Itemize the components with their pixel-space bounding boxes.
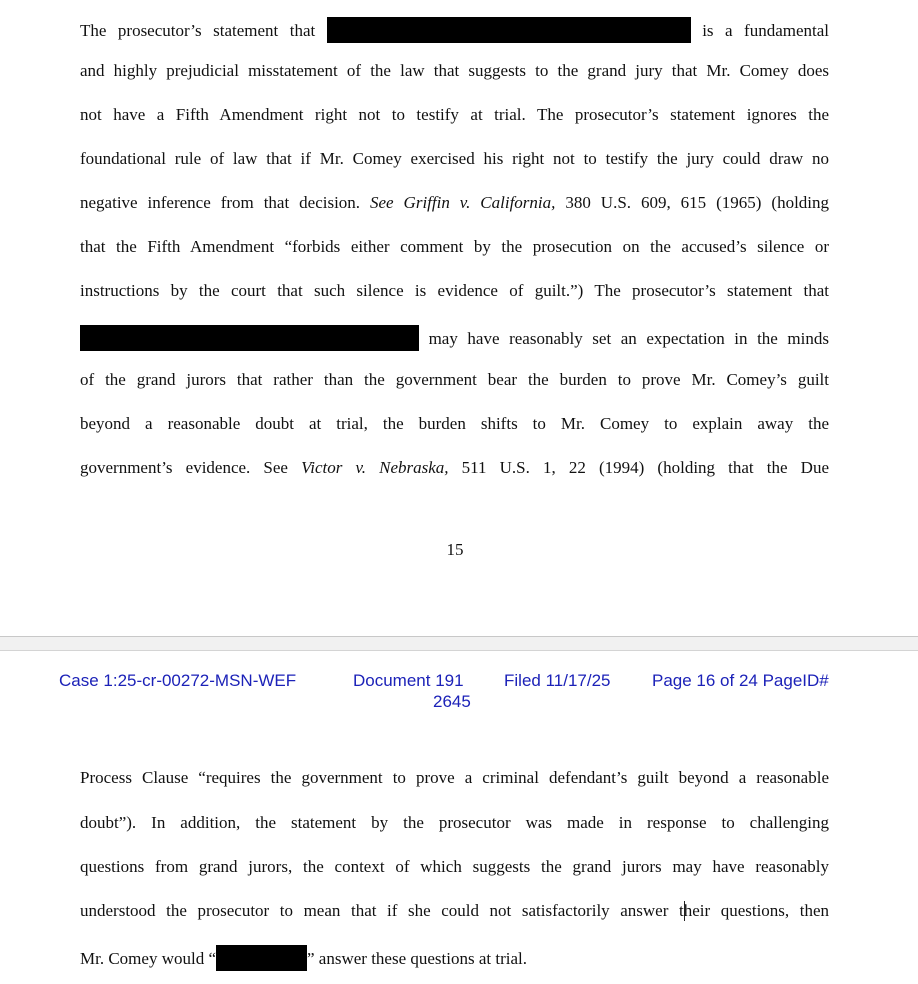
- text-line: that the Fifth Amendment “forbids either comment by the prosecution on the accused’s silence or: [80, 237, 829, 256]
- text-line: The prosecutor’s statement that is a fundamental: [80, 17, 829, 43]
- text-line: understood the prosecutor to mean that if she could not satisfactorily answer their questions, then: [80, 901, 830, 920]
- redaction-block: [216, 945, 307, 971]
- text-line: and highly prejudicial misstatement of the law that suggests to the grand jury that Mr. Comey does: [80, 61, 829, 80]
- text-line: Process Clause “requires the government to prove a criminal defendant’s guilt beyond a reasonable: [80, 768, 829, 787]
- text-line: Mr. Comey would “ ” answer these questions at trial.: [80, 945, 829, 971]
- case-citation: See Griffin v. California,: [370, 193, 556, 212]
- text-line: instructions by the court that such silence is evidence of guilt.”) The prosecutor’s statement that: [80, 281, 829, 300]
- redaction-block: [80, 325, 419, 351]
- text-line: questions from grand jurors, the context of which suggests the grand jurors may have reasonably: [80, 857, 829, 876]
- page-gutter: [0, 637, 918, 650]
- text-line: negative inference from that decision. See Griffin v. California, 380 U.S. 609, 615 (1965) (holding: [80, 193, 830, 212]
- filed-date: Filed 11/17/25: [504, 671, 611, 690]
- text-line: beyond a reasonable doubt at trial, the burden shifts to Mr. Comey to explain away the: [80, 414, 829, 433]
- page-of-total: Page 16 of 24 PageID#: [652, 671, 829, 690]
- page-number: 15: [446, 540, 464, 559]
- text-line: may have reasonably set an expectation in the minds: [80, 325, 829, 351]
- text-line: doubt”). In addition, the statement by the prosecutor was made in response to challenging: [80, 813, 829, 832]
- text-line: not have a Fifth Amendment right not to testify at trial. The prosecutor’s statement ignores the: [80, 105, 829, 124]
- text-line: foundational rule of law that if Mr. Comey exercised his right not to testify the jury could draw no: [80, 149, 829, 168]
- redaction-block: [327, 17, 691, 43]
- text-line: of the grand jurors that rather than the government bear the burden to prove Mr. Comey’s guilt: [80, 370, 829, 389]
- case-citation: Victor v. Nebraska,: [301, 458, 449, 477]
- page-separator: [0, 650, 918, 651]
- text-line: government’s evidence. See Victor v. Nebraska, 511 U.S. 1, 22 (1994) (holding that the Due: [80, 458, 829, 477]
- case-number: Case 1:25-cr-00272-MSN-WEF: [59, 671, 297, 690]
- ecf-filing-header: [0, 671, 918, 715]
- page-id: 2645: [433, 692, 471, 711]
- document-number: Document 191: [353, 671, 464, 690]
